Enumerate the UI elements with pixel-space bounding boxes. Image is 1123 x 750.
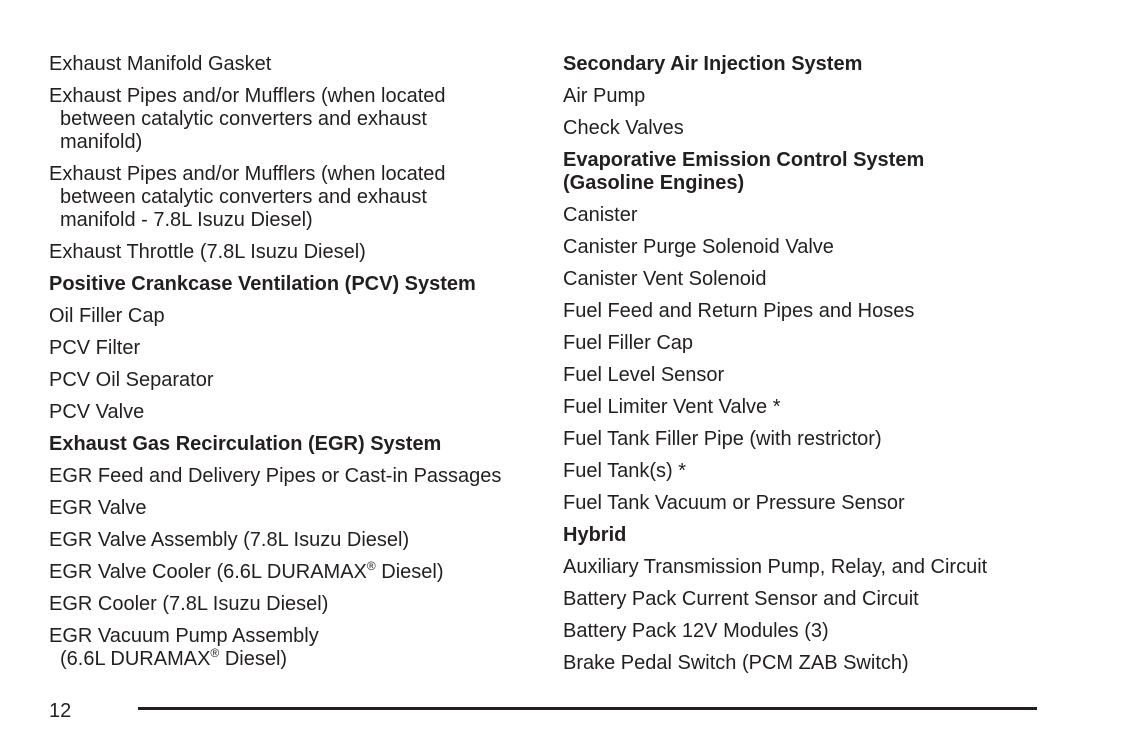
list-item: Fuel Tank Vacuum or Pressure Sensor (563, 492, 905, 514)
list-item: Check Valves (563, 117, 684, 139)
list-item: Canister (563, 204, 638, 226)
left-column (49, 53, 549, 680)
list-item: Fuel Limiter Vent Valve * (563, 396, 781, 418)
list-item: Battery Pack 12V Modules (3) (563, 620, 829, 642)
section-heading-hybrid: Hybrid (563, 524, 627, 546)
registered-mark: ® (366, 559, 376, 573)
list-item-text: Diesel) (219, 648, 288, 670)
list-item: EGR Feed and Delivery Pipes or Cast-in Passages (49, 465, 502, 487)
list-item: PCV Filter (49, 337, 141, 359)
list-item: Auxiliary Transmission Pump, Relay, and Circuit (563, 556, 988, 578)
section-heading-pcv: Positive Crankcase Ventilation (PCV) System (49, 273, 476, 295)
list-item: Fuel Tank Filler Pipe (with restrictor) (563, 428, 882, 450)
list-item-text: Diesel) (375, 561, 444, 583)
list-item-line: EGR Vacuum Pump Assembly (49, 625, 319, 647)
list-item: PCV Valve (49, 401, 145, 423)
list-item: EGR Cooler (7.8L Isuzu Diesel) (49, 593, 329, 615)
registered-mark: ® (210, 646, 220, 660)
list-item (49, 625, 549, 671)
list-item-line: Exhaust Pipes and/or Mufflers (when located (49, 85, 446, 107)
list-item: Fuel Feed and Return Pipes and Hoses (563, 300, 915, 322)
list-item (49, 85, 549, 154)
list-item: Air Pump (563, 85, 646, 107)
list-item: Canister Vent Solenoid (563, 268, 767, 290)
list-item: PCV Oil Separator (49, 369, 214, 391)
list-item: Fuel Tank(s) * (563, 460, 687, 482)
list-item-line: Exhaust Pipes and/or Mufflers (when located (49, 163, 446, 185)
list-item: Battery Pack Current Sensor and Circuit (563, 588, 919, 610)
footer-divider (138, 707, 1037, 710)
list-item: Exhaust Throttle (7.8L Isuzu Diesel) (49, 241, 366, 263)
list-item-text: EGR Valve Cooler (6.6L DURAMAX (49, 561, 367, 583)
list-item-line: manifold) (60, 131, 143, 153)
list-item-line: between catalytic converters and exhaust (60, 108, 427, 130)
list-item: EGR Valve Assembly (7.8L Isuzu Diesel) (49, 529, 410, 551)
list-item (49, 561, 549, 584)
page-number: 12 (49, 700, 72, 722)
section-heading-evap (563, 149, 1083, 195)
list-item: EGR Valve (49, 497, 147, 519)
right-column (563, 53, 1083, 684)
section-heading-secondary-air: Secondary Air Injection System (563, 53, 863, 75)
list-item: Brake Pedal Switch (PCM ZAB Switch) (563, 652, 909, 674)
list-item: Fuel Filler Cap (563, 332, 694, 354)
list-item-line (49, 648, 549, 671)
list-item: Canister Purge Solenoid Valve (563, 236, 834, 258)
list-item-line: manifold - 7.8L Isuzu Diesel) (60, 209, 313, 231)
section-heading-line: (Gasoline Engines) (563, 172, 745, 194)
list-item: Exhaust Manifold Gasket (49, 53, 272, 75)
section-heading-line: Evaporative Emission Control System (563, 149, 925, 171)
section-heading-egr: Exhaust Gas Recirculation (EGR) System (49, 433, 442, 455)
list-item-text: (6.6L DURAMAX (60, 648, 211, 670)
list-item: Oil Filler Cap (49, 305, 165, 327)
list-item-line: between catalytic converters and exhaust (60, 186, 427, 208)
list-item (49, 163, 549, 232)
list-item: Fuel Level Sensor (563, 364, 725, 386)
